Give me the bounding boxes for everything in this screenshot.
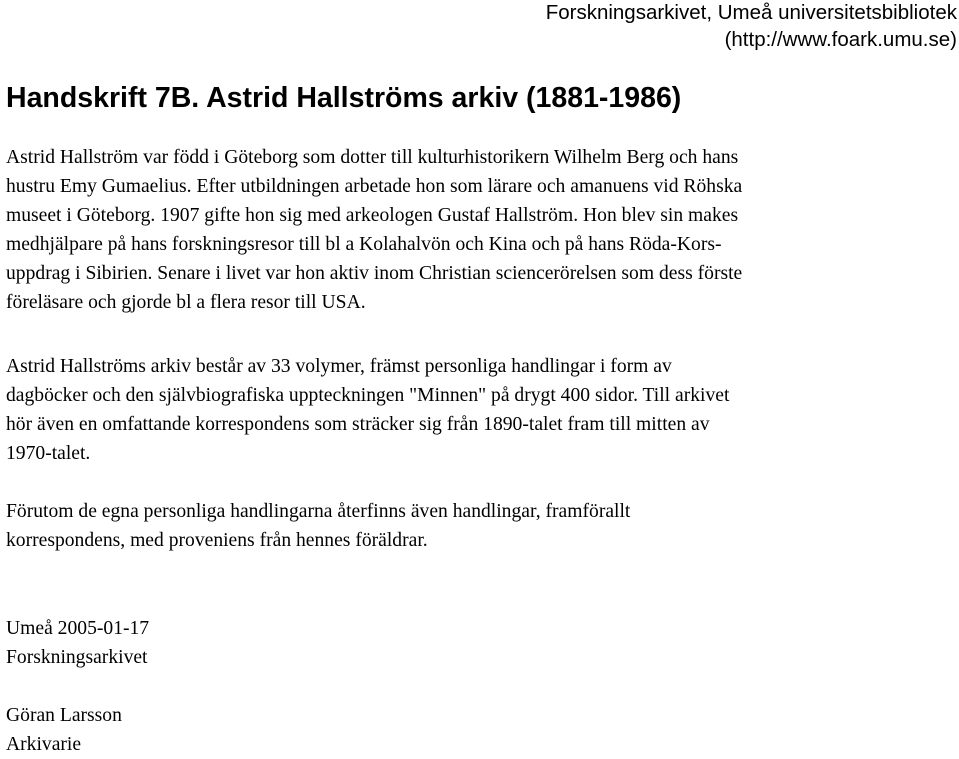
- paragraph-biography: [6, 143, 954, 317]
- paragraph-line: museet i Göteborg. 1907 gifte hon sig med arkeologen Gustaf Hallström. Hon blev sin makes: [6, 205, 739, 226]
- paragraph-line: Astrid Hallströms arkiv består av 33 volymer, främst personliga handlingar i form av: [6, 356, 672, 377]
- paragraph-line: medhjälpare på hans forskningsresor till bl a Kolahalvön och Kina och på hans Röda-Kors-: [6, 234, 722, 255]
- document-title: Handskrift 7B. Astrid Hallströms arkiv (1881-1986): [6, 82, 682, 114]
- paragraph-line: hustru Emy Gumaelius. Efter utbildningen arbetade hon som lärare och amanuens vid Röhska: [6, 176, 743, 197]
- paragraph-line: hör även en omfattande korrespondens som sträcker sig från 1890-talet fram till mitten av: [6, 414, 710, 435]
- paragraph-line: korrespondens, med proveniens från hennes föräldrar.: [6, 530, 428, 551]
- signature-name: Göran Larsson: [6, 705, 122, 726]
- paragraph-line: Förutom de egna personliga handlingarna återfinns även handlingar, framförallt: [6, 501, 631, 522]
- signature-role: Arkivarie: [6, 734, 82, 755]
- paragraph-provenance: [6, 497, 954, 555]
- paragraph-archive-contents: [6, 352, 954, 468]
- paragraph-line: Astrid Hallström var född i Göteborg som dotter till kulturhistorikern Wilhelm Berg och hans: [6, 147, 739, 168]
- paragraph-line: 1970-talet.: [6, 443, 91, 464]
- paragraph-line: föreläsare och gjorde bl a flera resor till USA.: [6, 292, 366, 313]
- signature-organization: Forskningsarkivet: [6, 647, 148, 668]
- paragraph-line: uppdrag i Sibirien. Senare i livet var hon aktiv inom Christian sciencerörelsen som dess förste: [6, 263, 743, 284]
- institution-header: Forskningsarkivet, Umeå universitetsbibliotek: [545, 1, 957, 24]
- institution-url: (http://www.foark.umu.se): [724, 28, 957, 51]
- signature-place-date: Umeå 2005-01-17: [6, 618, 150, 639]
- paragraph-line: dagböcker och den självbiografiska uppteckningen "Minnen" på drygt 400 sidor. Till arkivet: [6, 385, 730, 406]
